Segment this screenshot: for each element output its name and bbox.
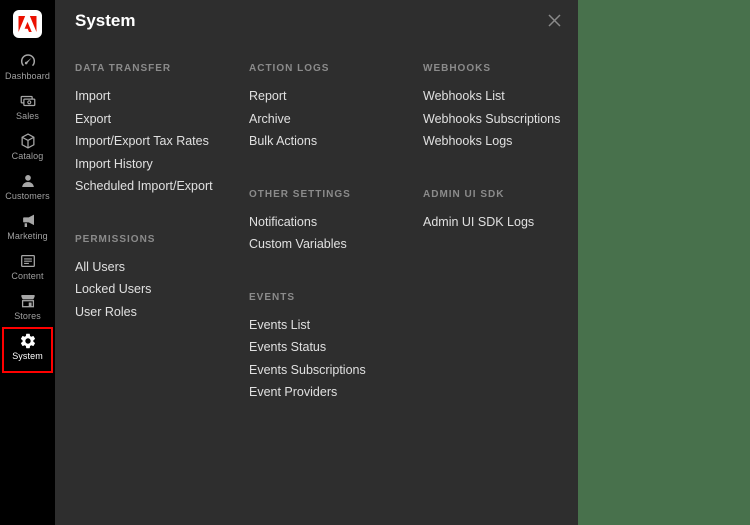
menu-item-notifications[interactable]: Notifications	[249, 214, 318, 229]
sidebar-item-sales[interactable]	[0, 87, 55, 127]
sidebar-item-label: Stores	[14, 311, 41, 321]
sidebar-item-label: Customers	[5, 191, 50, 201]
section-heading: DATA TRANSFER	[75, 63, 172, 74]
page-content-area	[578, 0, 750, 525]
adobe-logo-icon	[18, 15, 37, 33]
section-webhooks	[423, 63, 595, 153]
menu-item-archive[interactable]: Archive	[249, 111, 291, 126]
menu-column-2	[249, 63, 421, 440]
customers-icon	[19, 172, 37, 190]
admin-sidebar	[0, 0, 55, 525]
section-heading: ADMIN UI SDK	[423, 188, 505, 200]
gear-icon	[19, 332, 37, 350]
menu-item-scheduled-import-export[interactable]: Scheduled Import/Export	[75, 179, 213, 193]
menu-item-admin-ui-sdk-logs[interactable]: Admin UI SDK Logs	[423, 214, 535, 229]
section-admin-ui-sdk	[423, 189, 595, 234]
menu-item-event-providers[interactable]: Event Providers	[249, 385, 338, 399]
sidebar-item-label: Dashboard	[5, 71, 50, 81]
sidebar-item-marketing[interactable]	[0, 207, 55, 247]
sidebar-item-label: Sales	[15, 111, 39, 121]
marketing-icon	[19, 212, 37, 230]
close-icon[interactable]	[546, 12, 562, 28]
menu-item-user-roles[interactable]: User Roles	[75, 304, 137, 319]
menu-item-events-list[interactable]: Events List	[249, 317, 311, 332]
stores-icon	[19, 292, 37, 310]
menu-item-webhooks-subscriptions[interactable]: Webhooks Subscriptions	[423, 111, 561, 126]
sales-icon	[19, 92, 37, 110]
menu-item-report[interactable]: Report	[249, 89, 287, 103]
menu-item-bulk-actions[interactable]: Bulk Actions	[249, 134, 318, 148]
menu-item-locked-users[interactable]: Locked Users	[75, 282, 152, 296]
sidebar-nav	[0, 47, 55, 367]
section-heading: WEBHOOKS	[423, 63, 491, 74]
section-heading: PERMISSIONS	[75, 233, 156, 245]
menu-item-all-users[interactable]: All Users	[75, 259, 126, 274]
section-permissions	[75, 234, 247, 324]
sidebar-item-label: Catalog	[11, 151, 44, 161]
section-heading: EVENTS	[249, 291, 296, 303]
menu-item-export[interactable]: Export	[75, 111, 112, 126]
menu-item-import-history[interactable]: Import History	[75, 156, 153, 171]
sidebar-item-stores[interactable]	[0, 287, 55, 327]
section-other-settings	[249, 189, 421, 256]
dashboard-icon	[19, 52, 37, 70]
sidebar-item-dashboard[interactable]	[0, 47, 55, 87]
menu-item-webhooks-list[interactable]: Webhooks List	[423, 89, 505, 103]
menu-column-3	[423, 63, 595, 269]
section-data-transfer	[75, 63, 247, 198]
sidebar-item-label: System	[12, 351, 43, 361]
flyout-title: System	[75, 11, 136, 30]
sidebar-item-system[interactable]	[0, 327, 55, 367]
menu-item-events-status[interactable]: Events Status	[249, 340, 327, 354]
sidebar-item-content[interactable]	[0, 247, 55, 287]
adobe-logo[interactable]	[13, 10, 42, 38]
menu-item-events-subscriptions[interactable]: Events Subscriptions	[249, 362, 366, 377]
section-heading: ACTION LOGS	[249, 63, 330, 74]
sidebar-item-label: Content	[11, 271, 44, 281]
menu-item-import[interactable]: Import	[75, 89, 111, 103]
section-action-logs	[249, 63, 421, 153]
menu-item-custom-variables[interactable]: Custom Variables	[249, 237, 347, 251]
system-flyout-menu	[55, 0, 578, 525]
menu-item-import-export-tax-rates[interactable]: Import/Export Tax Rates	[75, 134, 209, 148]
content-icon	[19, 252, 37, 270]
section-events	[249, 292, 421, 404]
sidebar-item-label: Marketing	[7, 231, 48, 241]
menu-item-webhooks-logs[interactable]: Webhooks Logs	[423, 134, 513, 148]
menu-column-1	[75, 63, 247, 359]
section-heading: OTHER SETTINGS	[249, 188, 351, 200]
sidebar-item-customers[interactable]	[0, 167, 55, 207]
catalog-icon	[19, 132, 37, 150]
sidebar-item-catalog[interactable]	[0, 127, 55, 167]
